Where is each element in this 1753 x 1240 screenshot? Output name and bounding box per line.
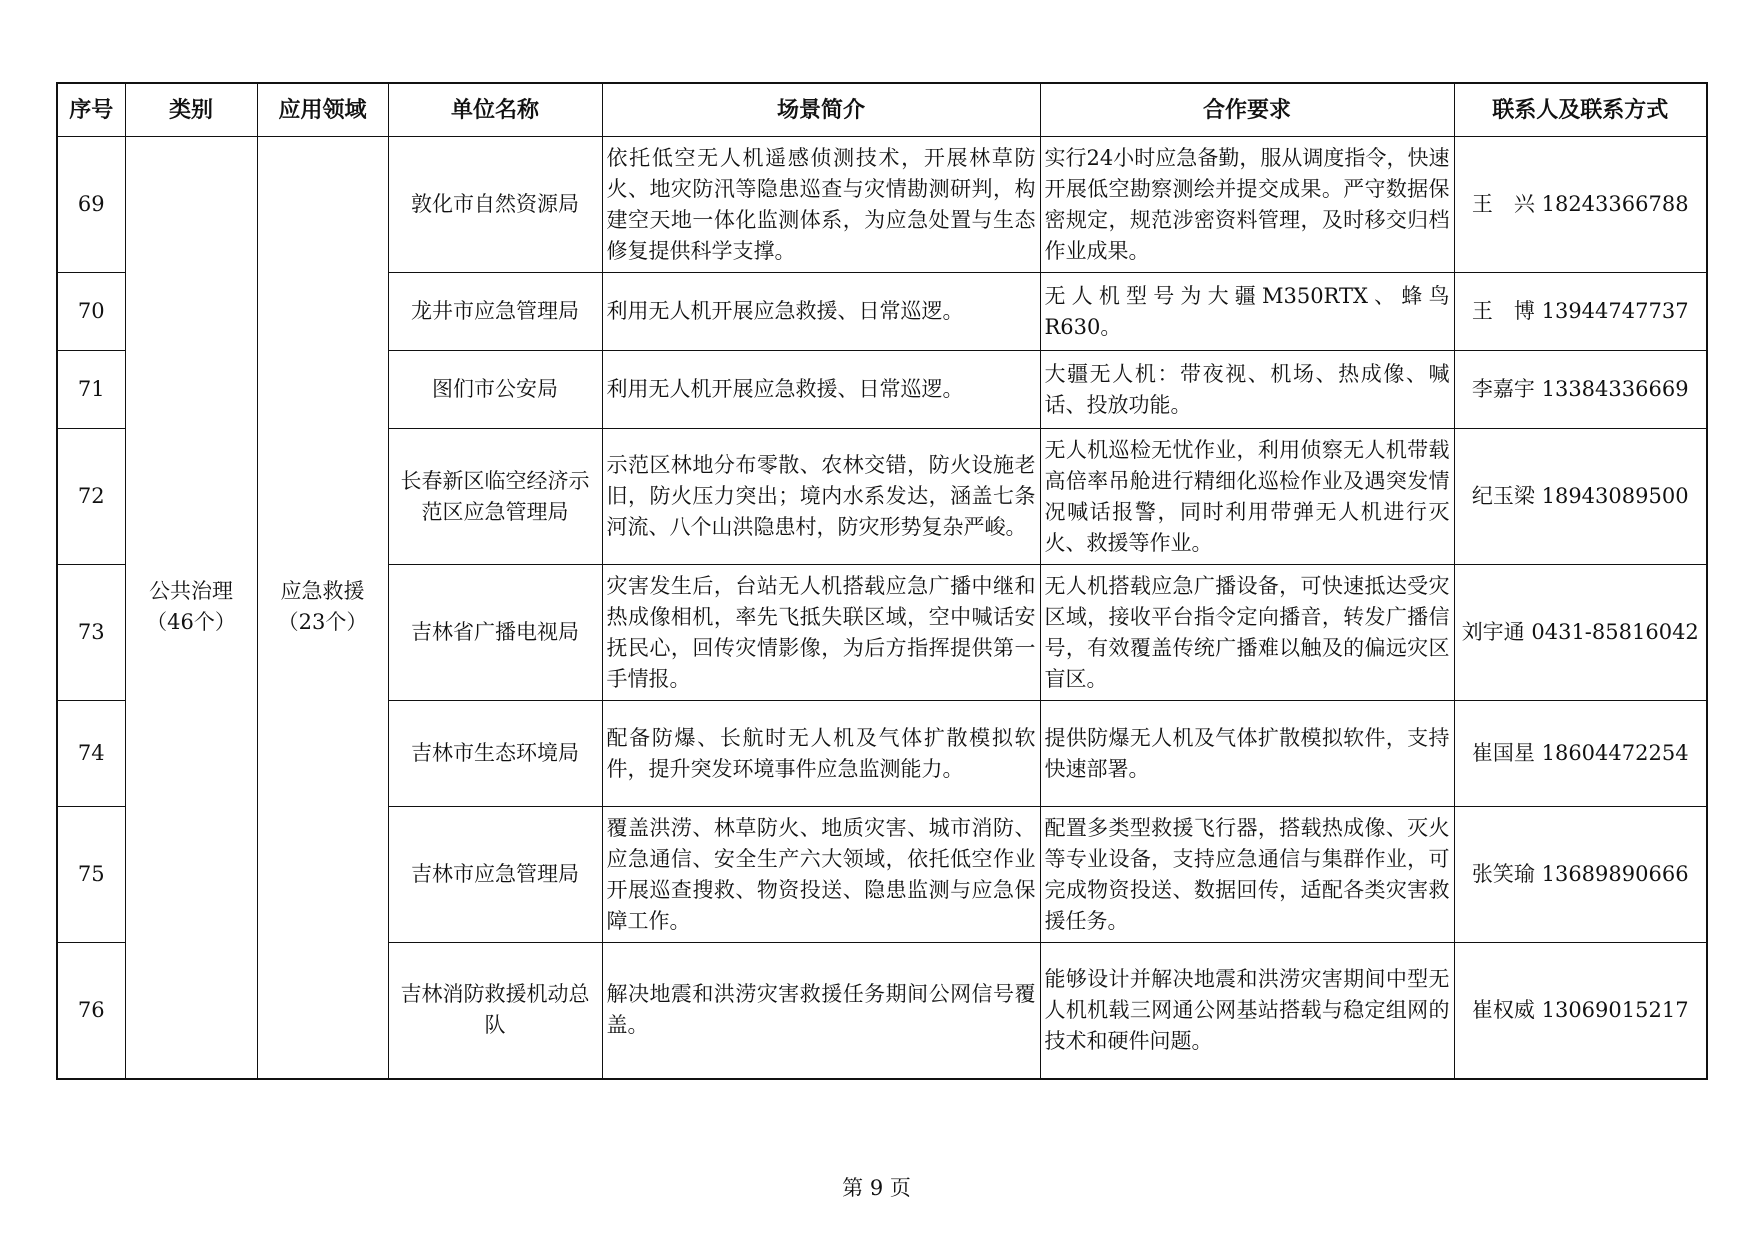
row-serial: 71 [57, 351, 125, 429]
header-serial: 序号 [57, 83, 125, 137]
row-requirement: 配置多类型救援飞行器，搭载热成像、灭火等专业设备，支持应急通信与集群作业，可完成物资投送、数据回传，适配各类灾害救援任务。 [1040, 807, 1454, 943]
project-table [56, 82, 1708, 1080]
row-serial: 69 [57, 137, 125, 273]
row-contact: 王 博 13944747737 [1454, 273, 1707, 351]
header-field: 应用领域 [257, 83, 388, 137]
header-category: 类别 [125, 83, 257, 137]
row-serial: 72 [57, 429, 125, 565]
row-requirement: 无人机巡检无忧作业，利用侦察无人机带载高倍率吊舱进行精细化巡检作业及遇突发情况喊话报警，同时利用带弹无人机进行灭火、救援等作业。 [1040, 429, 1454, 565]
row-requirement: 无人机型号为大疆M350RTX、蜂鸟R630。 [1040, 273, 1454, 351]
row-serial: 76 [57, 943, 125, 1079]
row-contact: 刘宇通 0431-85816042 [1454, 565, 1707, 701]
row-scene: 覆盖洪涝、林草防火、地质灾害、城市消防、应急通信、安全生产六大领域，依托低空作业开展巡查搜救、物资投送、隐患监测与应急保障工作。 [602, 807, 1040, 943]
row-serial: 75 [57, 807, 125, 943]
row-unit: 吉林消防救援机动总队 [388, 943, 602, 1079]
header-requirement: 合作要求 [1040, 83, 1454, 137]
category-cell [125, 137, 257, 1079]
row-requirement: 大疆无人机：带夜视、机场、热成像、喊话、投放功能。 [1040, 351, 1454, 429]
row-contact: 张笑瑜 13689890666 [1454, 807, 1707, 943]
row-serial: 74 [57, 701, 125, 807]
header-contact: 联系人及联系方式 [1454, 83, 1707, 137]
row-unit: 长春新区临空经济示范区应急管理局 [388, 429, 602, 565]
row-requirement: 无人机搭载应急广播设备，可快速抵达受灾区域，接收平台指令定向播音，转发广播信号，有效覆盖传统广播难以触及的偏远灾区盲区。 [1040, 565, 1454, 701]
row-contact: 李嘉宇 13384336669 [1454, 351, 1707, 429]
row-scene: 依托低空无人机遥感侦测技术，开展林草防火、地灾防汛等隐患巡查与灾情勘测研判，构建空天地一体化监测体系，为应急处置与生态修复提供科学支撑。 [602, 137, 1040, 273]
row-scene: 示范区林地分布零散、农林交错，防火设施老旧，防火压力突出；境内水系发达，涵盖七条河流、八个山洪隐患村，防灾形势复杂严峻。 [602, 429, 1040, 565]
table-row [57, 137, 1707, 273]
header-unit: 单位名称 [388, 83, 602, 137]
row-contact: 王 兴 18243366788 [1454, 137, 1707, 273]
row-requirement: 能够设计并解决地震和洪涝灾害期间中型无人机机载三网通公网基站搭载与稳定组网的技术和硬件问题。 [1040, 943, 1454, 1079]
field-cell [257, 137, 388, 1079]
row-unit: 敦化市自然资源局 [388, 137, 602, 273]
field-label: 应急救援 （23个） [277, 579, 368, 635]
row-unit: 图们市公安局 [388, 351, 602, 429]
header-scene: 场景简介 [602, 83, 1040, 137]
row-scene: 灾害发生后，台站无人机搭载应急广播中继和热成像相机，率先飞抵失联区域，空中喊话安抚民心，回传灾情影像，为后方指挥提供第一手情报。 [602, 565, 1040, 701]
row-serial: 73 [57, 565, 125, 701]
row-contact: 崔国星 18604472254 [1454, 701, 1707, 807]
category-label: 公共治理 （46个） [146, 579, 236, 635]
row-unit: 吉林市生态环境局 [388, 701, 602, 807]
row-serial: 70 [57, 273, 125, 351]
row-requirement: 提供防爆无人机及气体扩散模拟软件，支持快速部署。 [1040, 701, 1454, 807]
page-number: 第 9 页 [842, 1176, 911, 1200]
row-unit: 吉林市应急管理局 [388, 807, 602, 943]
table-header-row [57, 83, 1707, 137]
row-unit: 龙井市应急管理局 [388, 273, 602, 351]
row-scene: 解决地震和洪涝灾害救援任务期间公网信号覆盖。 [602, 943, 1040, 1079]
row-requirement: 实行24小时应急备勤，服从调度指令，快速开展低空勘察测绘并提交成果。严守数据保密规定，规范涉密资料管理，及时移交归档作业成果。 [1040, 137, 1454, 273]
row-contact: 崔权威 13069015217 [1454, 943, 1707, 1079]
row-scene: 利用无人机开展应急救援、日常巡逻。 [602, 351, 1040, 429]
row-unit: 吉林省广播电视局 [388, 565, 602, 701]
row-scene: 配备防爆、长航时无人机及气体扩散模拟软件，提升突发环境事件应急监测能力。 [602, 701, 1040, 807]
row-contact: 纪玉梁 18943089500 [1454, 429, 1707, 565]
row-scene: 利用无人机开展应急救援、日常巡逻。 [602, 273, 1040, 351]
